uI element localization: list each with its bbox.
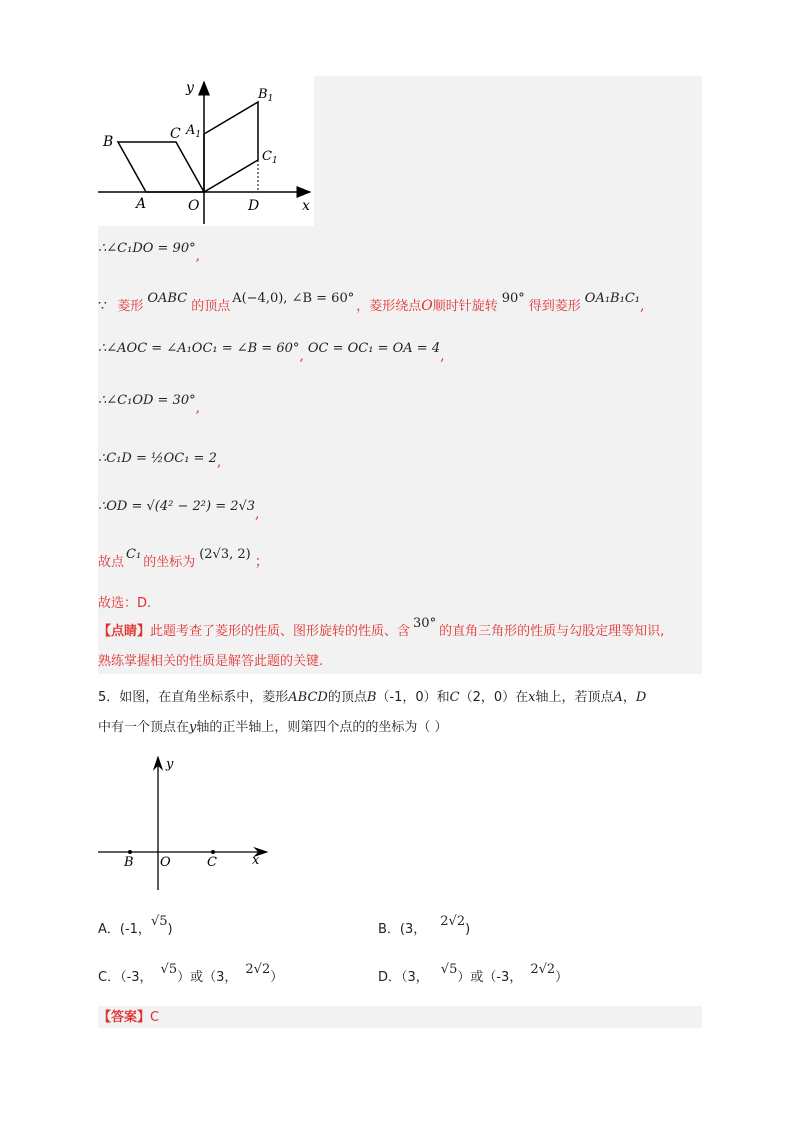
because-symbol: ∵: [98, 298, 107, 314]
fig1-label-B1: $B_1$: [258, 87, 274, 104]
solution-line-6: [98, 496, 260, 522]
answer-panel: [98, 1006, 702, 1028]
rotation-figure: [98, 76, 314, 226]
math-expr: ABCD: [288, 690, 328, 705]
punct: ,: [216, 454, 222, 470]
option-label: C．（-3，: [98, 970, 153, 985]
fig1-label-A1: $A_1$: [186, 123, 202, 140]
text: 5．如图，在直角坐标系中，菱形: [98, 690, 289, 705]
answer-tag: 【答案】: [98, 1010, 151, 1025]
punct: ,: [639, 298, 645, 314]
option-D[interactable]: [378, 962, 569, 985]
fig1-label-A: A: [136, 196, 147, 212]
text: ）或（3，: [177, 970, 238, 985]
answer-line: [98, 1008, 159, 1028]
punct: ,: [440, 348, 445, 364]
math-expr: √5: [160, 962, 178, 977]
option-C[interactable]: [98, 962, 284, 985]
math-expr: 2√2: [530, 962, 556, 977]
math-expr: ∴∠C₁OD = 30°: [98, 393, 196, 408]
text: 菱形: [117, 299, 144, 314]
option-B[interactable]: [378, 914, 471, 937]
math-expr: OABC: [147, 291, 188, 306]
option-label: D．（3，: [378, 970, 429, 985]
math-expr: 30°: [413, 616, 437, 631]
punct: ；: [254, 554, 269, 570]
fig1-label-B: B: [103, 134, 114, 150]
text: ）: [555, 970, 569, 985]
text: 轴的正半轴上，则第四个点的的坐标为（ ）: [196, 720, 448, 735]
text: （-1，0）和: [376, 690, 450, 705]
math-expr: √5: [440, 962, 458, 977]
math-expr: O: [421, 298, 433, 314]
fig2-label-O: O: [160, 855, 171, 870]
text: ，菱形绕点: [356, 299, 422, 314]
review-line-1: [98, 616, 665, 642]
fig1-label-C: C: [170, 126, 181, 142]
math-expr: √5: [150, 914, 168, 929]
solution-line-2: [98, 291, 645, 317]
fig1-label-D: D: [248, 198, 260, 214]
fig2-label-y: y: [166, 757, 174, 772]
fig1-label-y: y: [186, 80, 194, 96]
fig1-label-x: x: [302, 198, 310, 214]
math-expr: C₁: [126, 547, 142, 562]
fig2-label-x: x: [252, 853, 260, 868]
q5-line-1: [98, 688, 646, 708]
math-expr: (2√3, 2): [199, 547, 251, 562]
fig2-label-C: C: [207, 855, 217, 870]
text: 故点: [98, 555, 125, 570]
fig1-label-C1: $C_1$: [262, 149, 278, 166]
text: ）或（-3，: [457, 970, 523, 985]
solution-line-8: 故选：D.: [98, 596, 152, 611]
fig1-label-O: O: [188, 198, 200, 214]
punct: ,: [299, 348, 304, 364]
text: ): [465, 922, 471, 937]
solution-line-1: [98, 238, 201, 264]
text: 此题考查了菱形的性质、图形旋转的性质、含: [150, 624, 411, 639]
text: 顺时针旋转: [432, 299, 498, 314]
math-expr: ∴∠AOC = ∠A₁OC₁ = ∠B = 60°: [98, 341, 300, 356]
text: ）: [270, 970, 284, 985]
math-expr: B: [366, 690, 377, 705]
text: 的顶点: [191, 299, 231, 314]
text: （2，0）在: [459, 690, 529, 705]
solution-line-7: [98, 547, 269, 573]
math-expr: A: [613, 690, 623, 705]
punct: ,: [195, 400, 201, 416]
q5-line-2: [98, 718, 448, 738]
math-expr: ∴OD = √(4² − 2²) = 2√3: [98, 499, 256, 514]
math-expr: OC = OC₁ = OA = 4: [307, 341, 441, 356]
option-label: B．(3，: [378, 922, 427, 937]
math-expr: OA₁B₁C₁: [584, 291, 640, 306]
solution-line-3: [98, 338, 445, 364]
math-expr: ∴C₁D = ½OC₁ = 2: [98, 451, 217, 466]
text: 的坐标为: [143, 555, 196, 570]
answer-value: C: [150, 1010, 160, 1025]
text: 轴上，若顶点: [535, 690, 614, 705]
solution-line-4: [98, 390, 201, 416]
text: 中有一个顶点在: [98, 720, 190, 735]
text: ，: [622, 690, 636, 705]
solution-line-5: [98, 448, 221, 469]
math-expr: 90°: [501, 291, 525, 306]
text: ): [167, 922, 173, 937]
text: 的直角三角形的性质与勾股定理等知识,: [439, 624, 665, 639]
math-expr: x: [528, 690, 536, 705]
math-expr: A(−4,0), ∠B = 60°: [232, 291, 355, 306]
punct: ,: [195, 248, 201, 264]
math-expr: D: [635, 690, 647, 705]
option-A[interactable]: [98, 914, 173, 937]
review-tag: 【点睛】: [98, 624, 151, 639]
review-line-2: 熟练掌握相关的性质是解答此题的关键.: [98, 654, 324, 669]
math-expr: ∴∠C₁DO = 90°: [98, 241, 196, 256]
math-expr: C: [449, 690, 460, 705]
math-expr: y: [189, 720, 197, 735]
punct: ,: [255, 506, 260, 522]
text: 得到菱形: [528, 299, 581, 314]
option-label: A．(-1，: [98, 922, 151, 937]
fig2-label-B: B: [124, 855, 134, 870]
coordinate-figure: [98, 756, 270, 892]
text: 的顶点: [327, 690, 367, 705]
math-expr: 2√2: [245, 962, 271, 977]
math-expr: 2√2: [440, 914, 466, 929]
